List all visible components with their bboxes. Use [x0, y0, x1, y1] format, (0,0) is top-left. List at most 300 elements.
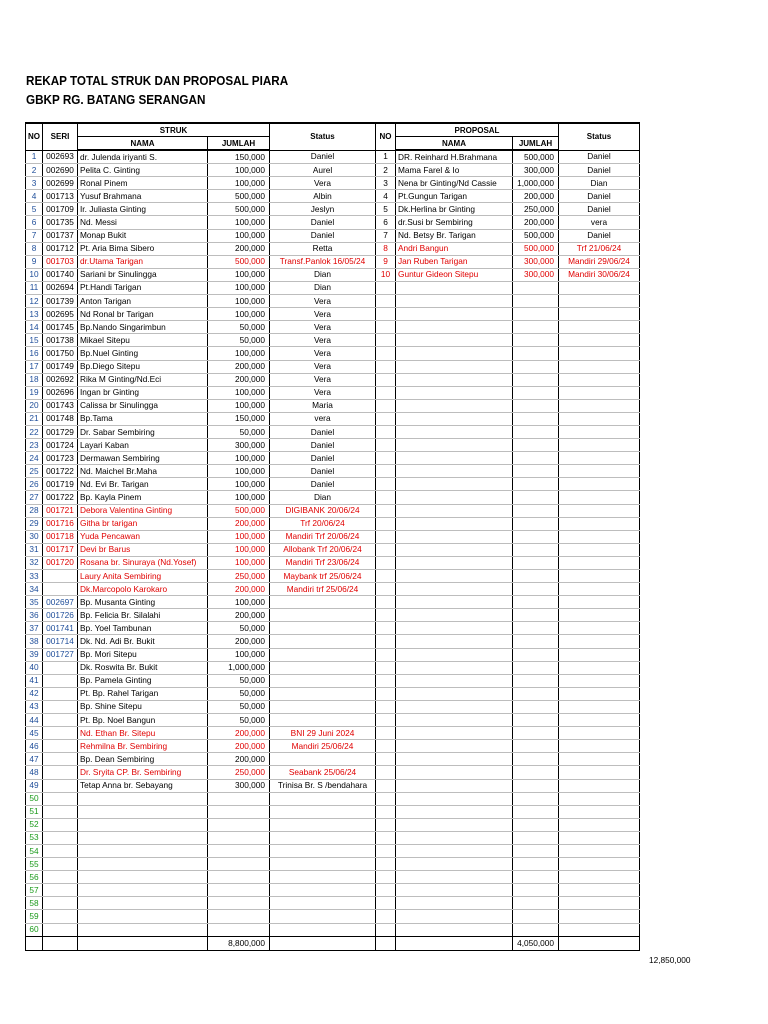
struk-seri: 001749: [43, 360, 78, 373]
proposal-nama: [396, 399, 513, 412]
struk-nama: Layari Kaban: [78, 439, 208, 452]
proposal-no: [376, 465, 396, 478]
struk-no: 42: [26, 687, 43, 700]
struk-nama: Dr. Sabar Sembiring: [78, 425, 208, 438]
struk-no: 30: [26, 530, 43, 543]
struk-seri: [43, 714, 78, 727]
proposal-no: [376, 910, 396, 923]
struk-no: 5: [26, 203, 43, 216]
struk-no: 14: [26, 321, 43, 334]
proposal-status: [559, 517, 640, 530]
struk-seri: 001719: [43, 478, 78, 491]
proposal-status: [559, 347, 640, 360]
proposal-nama: DR. Reinhard H.Brahmana: [396, 150, 513, 164]
struk-jumlah: 50,000: [208, 622, 270, 635]
proposal-no: 6: [376, 216, 396, 229]
struk-nama: Yusuf Brahmana: [78, 190, 208, 203]
struk-status: Vera: [270, 308, 376, 321]
proposal-jumlah: [513, 635, 559, 648]
struk-no: 36: [26, 609, 43, 622]
struk-nama: Ingan br Ginting: [78, 386, 208, 399]
table-row: [26, 308, 640, 321]
struk-seri: 002696: [43, 386, 78, 399]
table-row: [26, 216, 640, 229]
struk-status: Daniel: [270, 465, 376, 478]
table-row: [26, 700, 640, 713]
proposal-nama: Andri Bangun: [396, 242, 513, 255]
struk-nama: [78, 884, 208, 897]
struk-jumlah: 100,000: [208, 556, 270, 569]
proposal-no: [376, 295, 396, 308]
struk-seri: 001745: [43, 321, 78, 334]
proposal-nama: [396, 596, 513, 609]
proposal-status: Mandiri 30/06/24: [559, 268, 640, 281]
proposal-status: [559, 871, 640, 884]
table-row: [26, 321, 640, 334]
struk-seri: [43, 583, 78, 596]
proposal-jumlah: [513, 386, 559, 399]
struk-status: Vera: [270, 321, 376, 334]
struk-status: Dian: [270, 268, 376, 281]
struk-jumlah: [208, 844, 270, 857]
struk-seri: [43, 831, 78, 844]
struk-status: Vera: [270, 334, 376, 347]
struk-jumlah: 200,000: [208, 727, 270, 740]
struk-jumlah: 250,000: [208, 766, 270, 779]
table-row: [26, 805, 640, 818]
struk-no: 1: [26, 150, 43, 164]
struk-jumlah: 500,000: [208, 190, 270, 203]
struk-seri: [43, 727, 78, 740]
proposal-no: 2: [376, 164, 396, 177]
struk-jumlah: 200,000: [208, 635, 270, 648]
struk-no: 60: [26, 923, 43, 936]
struk-seri: [43, 805, 78, 818]
struk-status: [270, 687, 376, 700]
proposal-jumlah: [513, 530, 559, 543]
proposal-nama: [396, 727, 513, 740]
struk-jumlah: 200,000: [208, 517, 270, 530]
proposal-jumlah: [513, 753, 559, 766]
struk-nama: Tetap Anna br. Sebayang: [78, 779, 208, 792]
table-row: [26, 858, 640, 871]
struk-nama: [78, 871, 208, 884]
struk-jumlah: 100,000: [208, 216, 270, 229]
struk-seri: [43, 792, 78, 805]
struk-seri: 001714: [43, 635, 78, 648]
struk-status: [270, 818, 376, 831]
table-row: [26, 465, 640, 478]
header-status: Status: [270, 123, 376, 150]
proposal-no: [376, 517, 396, 530]
struk-no: 37: [26, 622, 43, 635]
proposal-nama: [396, 295, 513, 308]
struk-nama: Dr. Sryita CP. Br. Sembiring: [78, 766, 208, 779]
proposal-nama: [396, 753, 513, 766]
rekap-table: [25, 122, 640, 951]
struk-no: 41: [26, 674, 43, 687]
table-row: [26, 334, 640, 347]
struk-jumlah: [208, 805, 270, 818]
struk-no: 27: [26, 491, 43, 504]
proposal-nama: [396, 425, 513, 438]
struk-jumlah: 100,000: [208, 465, 270, 478]
proposal-nama: Nena br Ginting/Nd Cassie: [396, 177, 513, 190]
struk-seri: 001726: [43, 609, 78, 622]
table-row: [26, 491, 640, 504]
proposal-no: [376, 491, 396, 504]
struk-seri: [43, 661, 78, 674]
struk-no: 9: [26, 255, 43, 268]
proposal-jumlah: [513, 661, 559, 674]
proposal-status: [559, 360, 640, 373]
struk-seri: [43, 779, 78, 792]
proposal-status: Daniel: [559, 190, 640, 203]
struk-seri: 002697: [43, 596, 78, 609]
proposal-no: [376, 452, 396, 465]
proposal-no: [376, 727, 396, 740]
struk-jumlah: 150,000: [208, 150, 270, 164]
struk-no: 22: [26, 425, 43, 438]
proposal-jumlah: [513, 334, 559, 347]
struk-jumlah: 1,000,000: [208, 661, 270, 674]
struk-seri: [43, 858, 78, 871]
table-row: [26, 766, 640, 779]
proposal-status: [559, 661, 640, 674]
struk-status: Maybank trf 25/06/24: [270, 570, 376, 583]
table-row: [26, 779, 640, 792]
struk-nama: Dk.Marcopolo Karokaro: [78, 583, 208, 596]
struk-status: Vera: [270, 360, 376, 373]
proposal-jumlah: [513, 871, 559, 884]
proposal-status: [559, 596, 640, 609]
struk-nama: Pt. Bp. Noel Bangun: [78, 714, 208, 727]
struk-no: 47: [26, 753, 43, 766]
struk-status: DIGIBANK 20/06/24: [270, 504, 376, 517]
table-row: [26, 504, 640, 517]
table-row: [26, 609, 640, 622]
proposal-jumlah: [513, 281, 559, 294]
struk-jumlah: 100,000: [208, 229, 270, 242]
proposal-status: [559, 491, 640, 504]
proposal-status: [559, 818, 640, 831]
header-no-proposal: NO: [376, 123, 396, 150]
struk-jumlah: 100,000: [208, 543, 270, 556]
proposal-jumlah: [513, 792, 559, 805]
struk-status: [270, 753, 376, 766]
proposal-total: 4,050,000: [513, 936, 559, 950]
proposal-jumlah: [513, 766, 559, 779]
table-row: [26, 871, 640, 884]
struk-seri: 001709: [43, 203, 78, 216]
proposal-status: Daniel: [559, 203, 640, 216]
proposal-status: [559, 897, 640, 910]
table-row: [26, 295, 640, 308]
totals-status: [270, 936, 376, 950]
proposal-jumlah: [513, 452, 559, 465]
struk-no: 13: [26, 308, 43, 321]
proposal-no: [376, 831, 396, 844]
proposal-jumlah: [513, 308, 559, 321]
proposal-nama: [396, 281, 513, 294]
struk-jumlah: [208, 858, 270, 871]
proposal-no: [376, 386, 396, 399]
struk-seri: 002694: [43, 281, 78, 294]
proposal-jumlah: [513, 740, 559, 753]
struk-jumlah: 100,000: [208, 478, 270, 491]
struk-status: Vera: [270, 295, 376, 308]
proposal-no: [376, 687, 396, 700]
struk-seri: 001735: [43, 216, 78, 229]
proposal-no: [376, 308, 396, 321]
proposal-status: [559, 858, 640, 871]
struk-status: [270, 871, 376, 884]
proposal-status: [559, 910, 640, 923]
proposal-nama: Dk.Herlina br Ginting: [396, 203, 513, 216]
struk-status: [270, 622, 376, 635]
header-row-1: [26, 123, 640, 137]
proposal-nama: [396, 386, 513, 399]
struk-nama: Mikael Sitepu: [78, 334, 208, 347]
struk-status: Jeslyn: [270, 203, 376, 216]
proposal-nama: [396, 439, 513, 452]
struk-status: Dian: [270, 281, 376, 294]
struk-no: 59: [26, 910, 43, 923]
struk-seri: 001713: [43, 190, 78, 203]
struk-no: 17: [26, 360, 43, 373]
struk-seri: 001739: [43, 295, 78, 308]
proposal-status: vera: [559, 216, 640, 229]
struk-no: 48: [26, 766, 43, 779]
struk-jumlah: 200,000: [208, 242, 270, 255]
struk-jumlah: [208, 923, 270, 936]
struk-nama: Dk. Nd. Adi Br. Bukit: [78, 635, 208, 648]
struk-seri: 001722: [43, 491, 78, 504]
proposal-nama: [396, 700, 513, 713]
struk-jumlah: 300,000: [208, 779, 270, 792]
struk-jumlah: 200,000: [208, 360, 270, 373]
struk-no: 10: [26, 268, 43, 281]
struk-nama: Bp. Kayla Pinem: [78, 491, 208, 504]
struk-jumlah: 100,000: [208, 347, 270, 360]
table-row: [26, 622, 640, 635]
proposal-no: 3: [376, 177, 396, 190]
proposal-no: [376, 818, 396, 831]
proposal-jumlah: [513, 923, 559, 936]
struk-status: Daniel: [270, 452, 376, 465]
proposal-status: [559, 831, 640, 844]
struk-jumlah: 200,000: [208, 740, 270, 753]
proposal-nama: [396, 373, 513, 386]
proposal-jumlah: [513, 478, 559, 491]
proposal-nama: [396, 674, 513, 687]
struk-nama: [78, 831, 208, 844]
proposal-nama: [396, 347, 513, 360]
proposal-status: [559, 740, 640, 753]
proposal-jumlah: 200,000: [513, 190, 559, 203]
proposal-status: [559, 648, 640, 661]
struk-no: 43: [26, 700, 43, 713]
proposal-nama: [396, 412, 513, 425]
proposal-jumlah: [513, 779, 559, 792]
struk-no: 20: [26, 399, 43, 412]
struk-no: 33: [26, 570, 43, 583]
proposal-jumlah: [513, 844, 559, 857]
proposal-no: 8: [376, 242, 396, 255]
struk-nama: [78, 805, 208, 818]
struk-no: 16: [26, 347, 43, 360]
struk-nama: Nd. Evi Br. Tarigan: [78, 478, 208, 491]
struk-nama: [78, 858, 208, 871]
sheet-title: REKAP TOTAL STRUK DAN PROPOSAL PIARA: [26, 73, 289, 88]
struk-no: 11: [26, 281, 43, 294]
proposal-jumlah: [513, 831, 559, 844]
proposal-nama: [396, 687, 513, 700]
struk-status: BNI 29 Juni 2024: [270, 727, 376, 740]
header-proposal: PROPOSAL: [396, 123, 559, 137]
table-row: [26, 439, 640, 452]
proposal-no: [376, 871, 396, 884]
struk-nama: [78, 923, 208, 936]
struk-status: Dian: [270, 491, 376, 504]
proposal-jumlah: [513, 504, 559, 517]
proposal-status: [559, 884, 640, 897]
struk-status: [270, 844, 376, 857]
proposal-nama: [396, 570, 513, 583]
struk-seri: 001723: [43, 452, 78, 465]
struk-nama: dr.Utama Tarigan: [78, 255, 208, 268]
struk-jumlah: 50,000: [208, 321, 270, 334]
proposal-jumlah: 500,000: [513, 242, 559, 255]
proposal-no: [376, 674, 396, 687]
proposal-nama: [396, 321, 513, 334]
struk-jumlah: 50,000: [208, 674, 270, 687]
proposal-nama: [396, 635, 513, 648]
proposal-status: [559, 465, 640, 478]
struk-status: [270, 648, 376, 661]
struk-status: Daniel: [270, 425, 376, 438]
table-row: [26, 910, 640, 923]
proposal-nama: dr.Susi br Sembiring: [396, 216, 513, 229]
struk-jumlah: 200,000: [208, 583, 270, 596]
proposal-no: [376, 766, 396, 779]
proposal-jumlah: [513, 596, 559, 609]
struk-no: 34: [26, 583, 43, 596]
struk-nama: [78, 910, 208, 923]
struk-jumlah: 250,000: [208, 570, 270, 583]
proposal-jumlah: [513, 556, 559, 569]
table-row: [26, 190, 640, 203]
proposal-nama: [396, 923, 513, 936]
struk-seri: [43, 871, 78, 884]
proposal-status: [559, 439, 640, 452]
table-row: [26, 399, 640, 412]
proposal-nama: [396, 740, 513, 753]
proposal-jumlah: [513, 412, 559, 425]
struk-no: 8: [26, 242, 43, 255]
struk-no: 2: [26, 164, 43, 177]
struk-jumlah: 100,000: [208, 648, 270, 661]
struk-status: Daniel: [270, 150, 376, 164]
table-row: [26, 714, 640, 727]
struk-status: Daniel: [270, 216, 376, 229]
struk-status: [270, 700, 376, 713]
struk-status: [270, 923, 376, 936]
totals-pstatus: [559, 936, 640, 950]
table-row: [26, 570, 640, 583]
table-row: [26, 150, 640, 164]
struk-no: 49: [26, 779, 43, 792]
struk-status: Transf.Panlok 16/05/24: [270, 255, 376, 268]
proposal-status: [559, 805, 640, 818]
proposal-nama: [396, 844, 513, 857]
struk-no: 40: [26, 661, 43, 674]
proposal-nama: [396, 622, 513, 635]
proposal-no: [376, 334, 396, 347]
proposal-nama: [396, 530, 513, 543]
struk-status: [270, 897, 376, 910]
struk-no: 15: [26, 334, 43, 347]
struk-seri: [43, 818, 78, 831]
struk-no: 51: [26, 805, 43, 818]
proposal-jumlah: [513, 674, 559, 687]
struk-seri: [43, 753, 78, 766]
proposal-status: [559, 425, 640, 438]
proposal-nama: [396, 910, 513, 923]
struk-no: 25: [26, 465, 43, 478]
struk-status: [270, 714, 376, 727]
proposal-jumlah: [513, 897, 559, 910]
struk-nama: Calissa br Sinulingga: [78, 399, 208, 412]
struk-jumlah: 50,000: [208, 714, 270, 727]
struk-seri: 002690: [43, 164, 78, 177]
proposal-status: [559, 504, 640, 517]
proposal-jumlah: [513, 700, 559, 713]
proposal-no: [376, 530, 396, 543]
struk-status: [270, 805, 376, 818]
struk-jumlah: 100,000: [208, 386, 270, 399]
struk-status: Vera: [270, 386, 376, 399]
proposal-no: [376, 700, 396, 713]
struk-no: 54: [26, 844, 43, 857]
proposal-nama: [396, 334, 513, 347]
struk-status: Daniel: [270, 229, 376, 242]
struk-nama: Dermawan Sembiring: [78, 452, 208, 465]
struk-seri: 001703: [43, 255, 78, 268]
proposal-nama: Mama Farel & Io: [396, 164, 513, 177]
proposal-jumlah: 300,000: [513, 164, 559, 177]
proposal-no: [376, 360, 396, 373]
table-row: [26, 255, 640, 268]
proposal-no: [376, 884, 396, 897]
struk-nama: Monap Bukit: [78, 229, 208, 242]
proposal-status: [559, 543, 640, 556]
struk-status: Mandiri 25/06/24: [270, 740, 376, 753]
proposal-nama: [396, 897, 513, 910]
proposal-jumlah: 300,000: [513, 255, 559, 268]
table-row: [26, 478, 640, 491]
proposal-jumlah: [513, 491, 559, 504]
struk-status: Maria: [270, 399, 376, 412]
struk-status: [270, 910, 376, 923]
struk-seri: [43, 844, 78, 857]
proposal-status: [559, 687, 640, 700]
struk-seri: 002699: [43, 177, 78, 190]
struk-seri: 001720: [43, 556, 78, 569]
struk-seri: [43, 766, 78, 779]
proposal-no: [376, 622, 396, 635]
struk-jumlah: [208, 818, 270, 831]
